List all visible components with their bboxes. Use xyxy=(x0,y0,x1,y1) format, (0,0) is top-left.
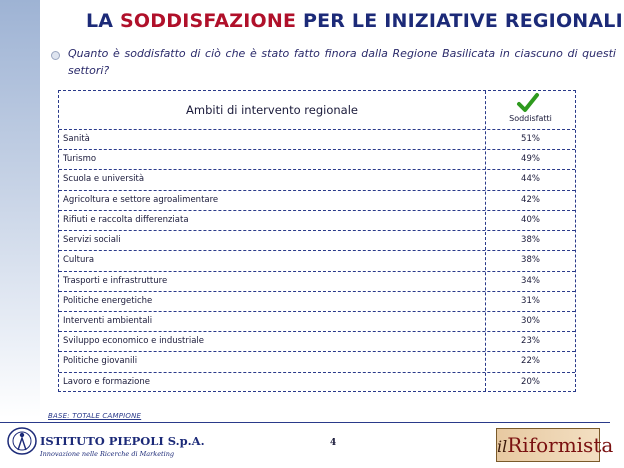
header-value: Soddisfatti xyxy=(509,114,552,123)
brand-il: il xyxy=(497,437,508,456)
row-value: 42% xyxy=(521,194,540,205)
row-value: 38% xyxy=(521,235,540,246)
riformista-logo xyxy=(496,428,614,462)
base-note: BASE: TOTALE CAMPIONE xyxy=(48,412,142,420)
table-body xyxy=(59,130,575,393)
row-value: 51% xyxy=(521,134,540,144)
brand-name: Riformista xyxy=(507,433,614,457)
table-row xyxy=(59,292,575,312)
row-value: 20% xyxy=(521,376,540,387)
header-label: Ambiti di intervento regionale xyxy=(186,103,358,117)
table-row xyxy=(59,130,575,150)
table-row xyxy=(59,231,575,251)
table-row xyxy=(59,211,575,231)
row-label: Politiche energetiche xyxy=(63,295,153,306)
page-number: 4 xyxy=(330,438,337,448)
row-value: 44% xyxy=(521,174,540,185)
table-row xyxy=(59,272,575,292)
table-row xyxy=(59,251,575,271)
row-label: Rifiuti e raccolta differenziata xyxy=(63,214,189,225)
table-row xyxy=(59,312,575,332)
row-value: 31% xyxy=(521,295,540,306)
table-row xyxy=(59,150,575,170)
row-label: Lavoro e formazione xyxy=(63,376,150,387)
table-row xyxy=(59,170,575,190)
table-row xyxy=(59,191,575,211)
row-value: 40% xyxy=(521,214,540,225)
check-icon xyxy=(517,93,539,113)
row-label: Servizi sociali xyxy=(63,235,121,246)
bullet-icon xyxy=(51,51,60,60)
row-label: Turismo xyxy=(63,154,97,165)
row-label: Politiche giovanili xyxy=(63,356,138,367)
satisfaction-table xyxy=(58,90,576,392)
left-decorative-band xyxy=(0,0,40,418)
row-value: 34% xyxy=(521,275,540,286)
row-label: Sviluppo economico e industriale xyxy=(63,336,205,347)
row-label: Interventi ambientali xyxy=(63,315,153,326)
survey-question: Quanto è soddisfatto di ciò che è stato fatto finora dalla Regione Basilicata in ciascuno di questi settori? xyxy=(68,47,616,77)
row-label: Trasporti e infrastrutture xyxy=(63,275,168,286)
page-title xyxy=(86,10,623,32)
row-value: 38% xyxy=(521,255,540,266)
title-part-2: PER LE INIZIATIVE REGIONALI xyxy=(296,10,623,32)
row-value: 23% xyxy=(521,336,540,347)
table-row xyxy=(59,332,575,352)
table-header xyxy=(59,91,575,130)
table-row xyxy=(59,352,575,372)
row-value: 22% xyxy=(521,356,540,367)
footer-divider xyxy=(0,422,610,423)
institute-logo-icon xyxy=(6,426,38,456)
title-accent: SODDISFAZIONE xyxy=(120,10,297,32)
title-part-1: LA xyxy=(86,10,121,32)
row-label: Scuola e università xyxy=(63,174,145,185)
institute-tagline: Innovazione nelle Ricerche di Marketing xyxy=(40,450,175,458)
row-label: Sanità xyxy=(63,134,90,144)
row-label: Agricoltura e settore agroalimentare xyxy=(63,194,219,205)
institute-name: ISTITUTO PIEPOLI S.p.A. xyxy=(40,434,205,448)
table-row xyxy=(59,373,575,393)
row-value: 30% xyxy=(521,315,540,326)
row-value: 49% xyxy=(521,154,540,165)
row-label: Cultura xyxy=(63,255,95,266)
